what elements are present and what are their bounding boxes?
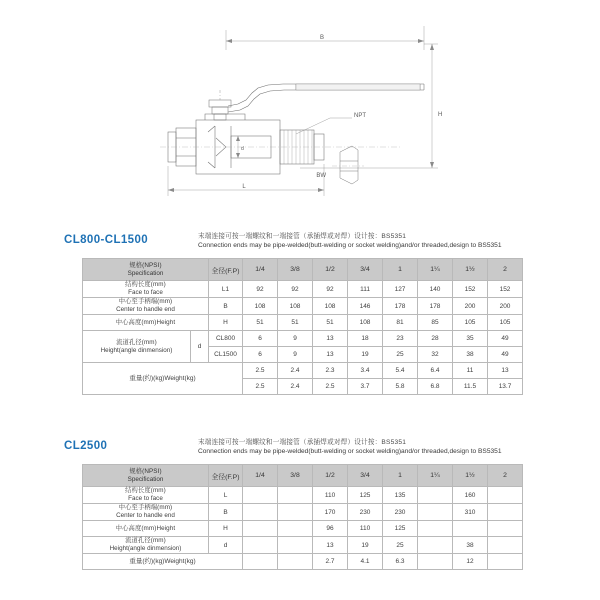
table-row [83, 554, 523, 570]
header-size-1: 3/8 [278, 259, 313, 281]
section-note [198, 232, 548, 250]
cell: 200 [453, 298, 488, 315]
table-row [83, 315, 523, 331]
dimension-l [168, 164, 324, 196]
cell: 25 [383, 347, 418, 363]
row-symbol-bore: d [191, 331, 209, 363]
valve-body [160, 114, 400, 174]
section-header [0, 438, 600, 464]
cell: 11 [453, 363, 488, 379]
row-symbol: B [209, 504, 243, 521]
cell [278, 521, 313, 537]
cell: 108 [348, 315, 383, 331]
row-label-bore: 流道孔径(mm) Height(angle dinmension) [83, 537, 209, 554]
cell: 2.5 [243, 363, 278, 379]
cell [488, 504, 523, 521]
dimension-label-bw: BW [316, 173, 326, 179]
cell: 230 [348, 504, 383, 521]
cell: 13 [313, 331, 348, 347]
cell: 105 [453, 315, 488, 331]
cell: 19 [348, 537, 383, 554]
row-label-bore: 流道孔径(mm) Height(angle dinmension) [83, 331, 191, 363]
cell: 152 [453, 281, 488, 298]
cell: 28 [418, 331, 453, 347]
row-label-face-to-face: 结构长度(mm) Face to face [83, 487, 209, 504]
table-row [83, 363, 523, 379]
header-size-5: 1¼ [418, 465, 453, 487]
cell: 178 [383, 298, 418, 315]
dimension-label-h: H [438, 112, 443, 118]
cell: 4.1 [348, 554, 383, 570]
cell: 200 [488, 298, 523, 315]
row-label-weight: 重量(约)(kg)Weight(kg) [83, 363, 243, 395]
dimension-label-b: B [319, 35, 325, 41]
header-size-3: 3/4 [348, 259, 383, 281]
cell: 92 [278, 281, 313, 298]
cell: 230 [383, 504, 418, 521]
header-size-6: 1½ [453, 465, 488, 487]
cell: 2.7 [313, 554, 348, 570]
cell: 6 [243, 331, 278, 347]
cell [278, 554, 313, 570]
section-note [198, 438, 548, 456]
valve-technical-drawing [0, 0, 600, 215]
table-row [83, 331, 523, 347]
cell [488, 537, 523, 554]
cell: 51 [278, 315, 313, 331]
dimension-label-l: L [242, 184, 246, 190]
cell: 160 [453, 487, 488, 504]
cell: 3.4 [348, 363, 383, 379]
cell [488, 554, 523, 570]
header-size-3: 3/4 [348, 465, 383, 487]
cell: 2.4 [278, 379, 313, 395]
cell: 51 [313, 315, 348, 331]
cell: 32 [418, 347, 453, 363]
cell: 3.7 [348, 379, 383, 395]
header-size-5: 1¼ [418, 259, 453, 281]
header-size-4: 1 [383, 465, 418, 487]
cell: 6.4 [418, 363, 453, 379]
cell [243, 487, 278, 504]
cell [418, 554, 453, 570]
cell [243, 504, 278, 521]
row-symbol: H [209, 315, 243, 331]
spec-table-cl800 [82, 258, 523, 395]
cell [278, 487, 313, 504]
bore-class-label: CL800 [209, 331, 243, 347]
cell: 9 [278, 347, 313, 363]
cell: 2.5 [243, 379, 278, 395]
section-header [0, 232, 600, 258]
cell: 108 [243, 298, 278, 315]
cell: 6 [243, 347, 278, 363]
row-label-height: 中心高度(mm)Height [83, 315, 209, 331]
row-label-face-to-face: 结构长度(mm) Face to face [83, 281, 209, 298]
cell: 108 [278, 298, 313, 315]
section-cl800-cl1500 [0, 232, 600, 390]
cell [418, 537, 453, 554]
cell: 6.8 [418, 379, 453, 395]
dimension-label-d: d [241, 146, 244, 152]
butt-weld-detail [332, 146, 364, 184]
cell: 310 [453, 504, 488, 521]
row-symbol: L1 [209, 281, 243, 298]
cell: 13 [313, 347, 348, 363]
dimension-b [226, 26, 424, 50]
cell [278, 504, 313, 521]
cell: 146 [348, 298, 383, 315]
cell: 38 [453, 537, 488, 554]
header-size-7: 2 [488, 259, 523, 281]
header-size-0: 1/4 [243, 465, 278, 487]
section-title: CL800-CL1500 [64, 234, 149, 246]
row-label-height: 中心高度(mm)Height [83, 521, 209, 537]
cell: 178 [418, 298, 453, 315]
table-row [83, 504, 523, 521]
cell [243, 554, 278, 570]
row-symbol: H [209, 521, 243, 537]
header-size-0: 1/4 [243, 259, 278, 281]
table-row [83, 281, 523, 298]
cell: 23 [383, 331, 418, 347]
cell: 85 [418, 315, 453, 331]
table-header-row [83, 465, 523, 487]
header-symbol-col: 全径(F.P) [209, 259, 243, 281]
cell: 13 [313, 537, 348, 554]
cell: 13 [488, 363, 523, 379]
cell [418, 504, 453, 521]
cell: 5.8 [383, 379, 418, 395]
valve-stem [209, 90, 231, 120]
row-label-center-to-handle: 中心至手柄端(mm) Center to handle end [83, 504, 209, 521]
table-row [83, 298, 523, 315]
dimension-label-npt: NPT [354, 113, 366, 119]
table-row [83, 487, 523, 504]
cell [418, 487, 453, 504]
cell: 152 [488, 281, 523, 298]
header-size-2: 1/2 [313, 259, 348, 281]
cell: 92 [313, 281, 348, 298]
dimension-h [300, 44, 438, 168]
header-size-2: 1/2 [313, 465, 348, 487]
cell: 135 [383, 487, 418, 504]
row-symbol: B [209, 298, 243, 315]
cell: 125 [383, 521, 418, 537]
cell: 49 [488, 347, 523, 363]
cell: 2.5 [313, 379, 348, 395]
cell: 18 [348, 331, 383, 347]
cell: 96 [313, 521, 348, 537]
table-row [83, 537, 523, 554]
cell: 140 [418, 281, 453, 298]
cell: 110 [348, 521, 383, 537]
cell: 108 [313, 298, 348, 315]
header-size-7: 2 [488, 465, 523, 487]
cell: 35 [453, 331, 488, 347]
cell [488, 487, 523, 504]
cell [488, 521, 523, 537]
note-chinese: 末端连接可按一端螺纹和一端接管（承插焊或对焊）设计按：BS5351 [198, 439, 407, 446]
cell [453, 521, 488, 537]
cell: 127 [383, 281, 418, 298]
row-symbol: L [209, 487, 243, 504]
cell: 25 [383, 537, 418, 554]
cell [418, 521, 453, 537]
table-row [83, 521, 523, 537]
header-size-4: 1 [383, 259, 418, 281]
cell: 110 [313, 487, 348, 504]
cell [243, 521, 278, 537]
cell: 105 [488, 315, 523, 331]
cell: 9 [278, 331, 313, 347]
cell: 170 [313, 504, 348, 521]
note-english: Connection ends may be pipe-welded(butt-welding or socket welding)and/or threaded,design to BS5351 [198, 242, 502, 249]
bore-class-label: CL1500 [209, 347, 243, 363]
cell: 81 [383, 315, 418, 331]
header-specification: 规格(NPSI) Specification [83, 259, 209, 281]
header-symbol-col: 全径(F.P) [209, 465, 243, 487]
row-label-center-to-handle: 中心至手柄端(mm) Center to handle end [83, 298, 209, 315]
cell: 6.3 [383, 554, 418, 570]
cell: 2.3 [313, 363, 348, 379]
row-symbol: d [209, 537, 243, 554]
cell: 38 [453, 347, 488, 363]
cell: 12 [453, 554, 488, 570]
table-header-row [83, 259, 523, 281]
cell: 51 [243, 315, 278, 331]
spec-table-cl2500 [82, 464, 523, 570]
cell: 5.4 [383, 363, 418, 379]
cell [278, 537, 313, 554]
header-size-6: 1½ [453, 259, 488, 281]
cell: 111 [348, 281, 383, 298]
cell: 11.5 [453, 379, 488, 395]
note-chinese: 末端连接可按一端螺纹和一端接管（承插焊或对焊）设计按：BS5351 [198, 233, 407, 240]
npt-leader [296, 118, 352, 134]
cell: 92 [243, 281, 278, 298]
section-cl2500 [0, 438, 600, 565]
header-specification: 规格(NPSI) Specification [83, 465, 209, 487]
note-english: Connection ends may be pipe-welded(butt-welding or socket welding)and/or threaded,design to BS5351 [198, 448, 502, 455]
cell: 125 [348, 487, 383, 504]
cell: 13.7 [488, 379, 523, 395]
cell: 19 [348, 347, 383, 363]
section-title: CL2500 [64, 440, 108, 452]
row-label-weight: 重量(约)(kg)Weight(kg) [83, 554, 243, 570]
cell: 2.4 [278, 363, 313, 379]
cell: 49 [488, 331, 523, 347]
cell [243, 537, 278, 554]
header-size-1: 3/8 [278, 465, 313, 487]
